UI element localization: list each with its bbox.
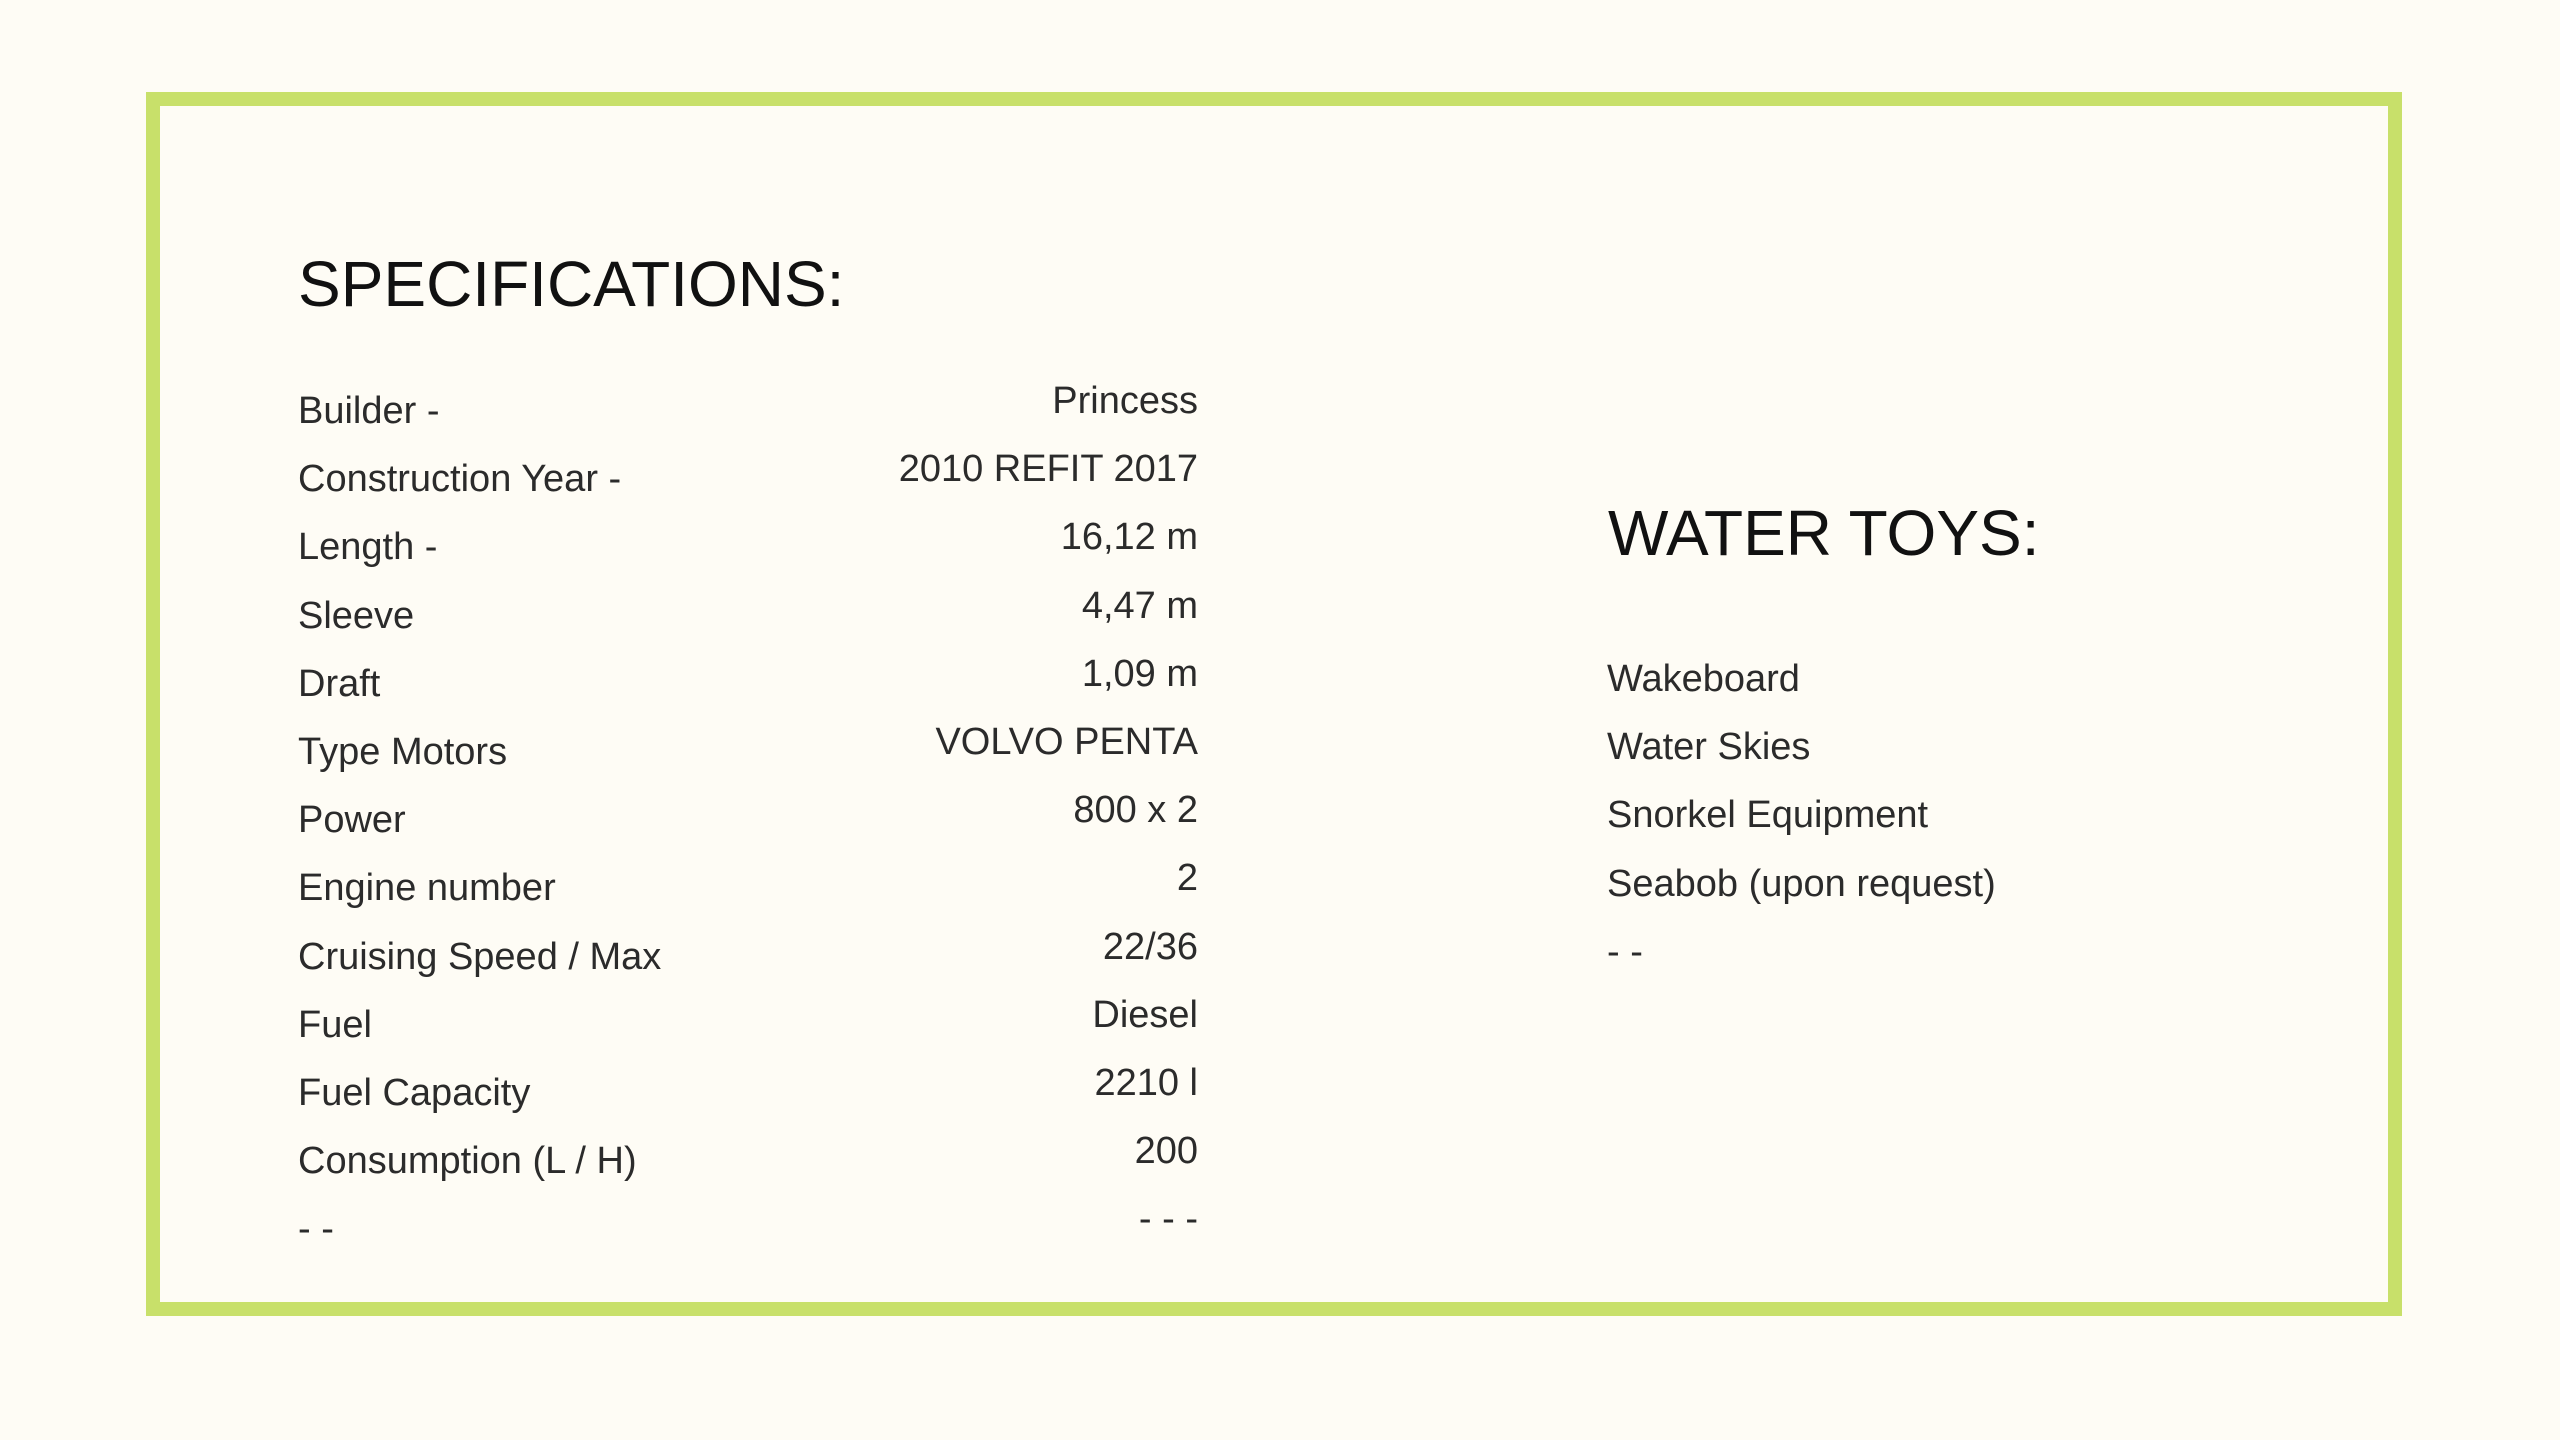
spec-value: 4,47 m: [1081, 584, 1198, 627]
toy-item-water-skies: Water Skies: [1607, 726, 1811, 769]
spec-row-length: [298, 516, 1198, 584]
spec-value: 2: [1176, 857, 1198, 900]
spec-value: VOLVO PENTA: [935, 720, 1198, 763]
spec-label: Length -: [298, 526, 438, 569]
spec-row-consumption: [298, 1130, 1198, 1198]
spec-label: Builder -: [298, 390, 440, 432]
spec-label: Construction Year -: [298, 458, 622, 501]
spec-value: 22/36: [1102, 925, 1198, 968]
spec-label: Consumption (L / H): [298, 1140, 637, 1183]
spec-value: 800 x 2: [1073, 789, 1198, 832]
spec-row-fuel: [298, 994, 1198, 1062]
spec-row-type-motors: [298, 721, 1198, 789]
spec-value: Princess: [1052, 380, 1198, 422]
spec-label: Cruising Speed / Max: [298, 935, 662, 978]
spec-value: 2010 REFIT 2017: [898, 448, 1198, 491]
spec-row-sleeve: [298, 585, 1198, 653]
water-toys-list: [1607, 660, 1996, 1001]
spec-row-cruising-speed: [298, 926, 1198, 994]
spec-row-engine-number: [298, 857, 1198, 925]
spec-row-draft: [298, 653, 1198, 721]
spec-value: 2210 l: [1094, 1061, 1198, 1104]
toy-item-snorkel-equipment: Snorkel Equipment: [1607, 794, 1929, 837]
spec-label: - -: [298, 1208, 334, 1251]
spec-label: Sleeve: [298, 594, 415, 637]
spec-value: Diesel: [1092, 993, 1198, 1036]
spec-row-power: [298, 789, 1198, 857]
water-toys-heading: WATER TOYS:: [1608, 497, 2040, 569]
spec-value: 200: [1134, 1130, 1198, 1173]
toy-item-wakeboard: Wakeboard: [1607, 658, 1800, 700]
specifications-heading: SPECIFICATIONS:: [298, 248, 845, 320]
spec-value: - - -: [1138, 1198, 1198, 1241]
toy-item-seabob: Seabob (upon request): [1607, 862, 1996, 905]
spec-row-builder: [298, 380, 1198, 448]
spec-label: Draft: [298, 662, 381, 705]
spec-value: 16,12 m: [1060, 516, 1198, 559]
spec-label: Engine number: [298, 867, 556, 910]
spec-row-placeholder: [298, 1198, 1198, 1266]
specifications-list: [298, 380, 1198, 1266]
toy-item-placeholder: - -: [1607, 930, 1643, 973]
spec-label: Power: [298, 799, 406, 842]
spec-label: Fuel Capacity: [298, 1071, 531, 1114]
spec-label: Fuel: [298, 1003, 372, 1046]
spec-value: 1,09 m: [1081, 652, 1198, 695]
spec-label: Type Motors: [298, 730, 508, 773]
spec-row-fuel-capacity: [298, 1062, 1198, 1130]
spec-row-construction-year: [298, 448, 1198, 516]
